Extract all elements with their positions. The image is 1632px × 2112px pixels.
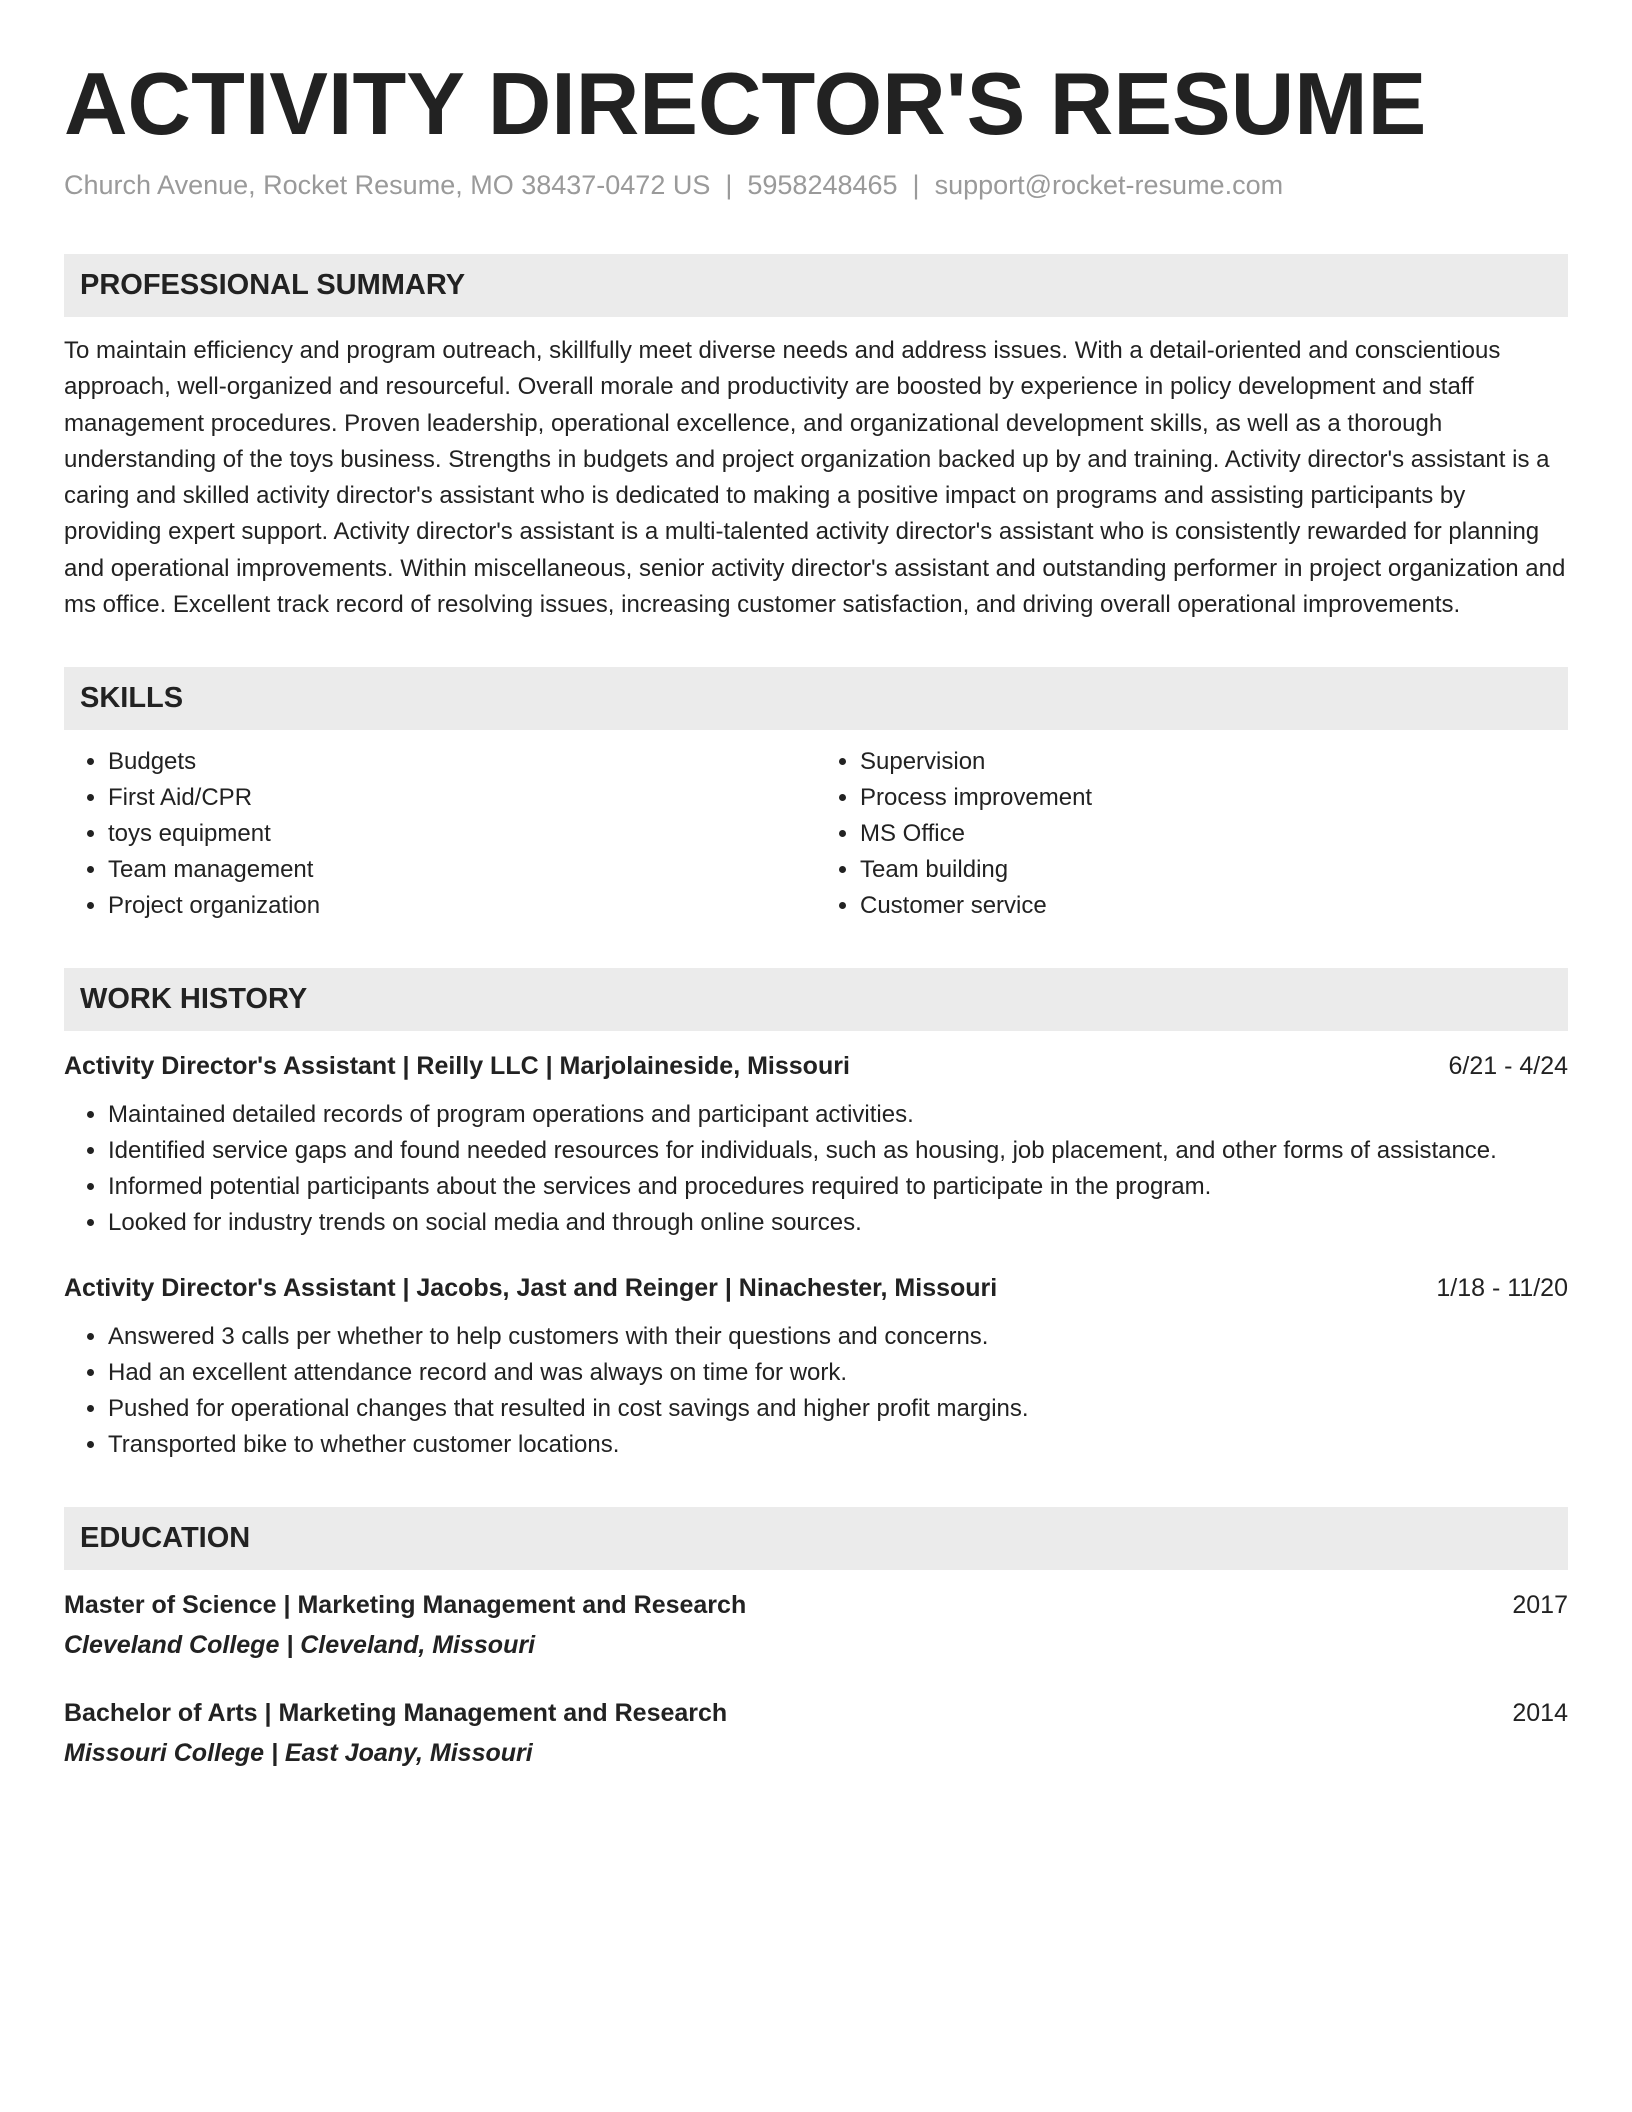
job-dates: 6/21 - 4/24 [1448, 1052, 1568, 1081]
school-name: Missouri College | East Joany, Missouri [64, 1739, 533, 1768]
skill-item: • Process improvement [860, 780, 1568, 816]
job-bullet: • Pushed for operational changes that resulted in cost savings and higher profit margins. [108, 1391, 1568, 1427]
job-bullet: • Informed potential participants about the services and procedures required to participate in the program. [108, 1169, 1568, 1205]
skill-item: • toys equipment [108, 816, 816, 852]
job-bullets [64, 1097, 1568, 1241]
skill-item: • First Aid/CPR [108, 780, 816, 816]
contact-separator: | [725, 170, 733, 200]
skill-item: • Budgets [108, 744, 816, 780]
contact-email: support@rocket-resume.com [934, 170, 1284, 200]
job-title: Activity Director's Assistant | Jacobs, Jast and Reinger | Ninachester, Missouri [64, 1274, 998, 1303]
job-bullet: • Identified service gaps and found needed resources for individuals, such as housing, job placement, and other forms of assistance. [108, 1133, 1568, 1169]
job-bullets [64, 1319, 1568, 1463]
skill-item: • Customer service [860, 888, 1568, 924]
contact-line [64, 168, 1568, 202]
contact-separator: | [912, 170, 920, 200]
degree: Master of Science | Marketing Management and Research [64, 1591, 747, 1620]
skills-list [64, 744, 1568, 924]
education-header [64, 1588, 1568, 1622]
school-name: Cleveland College | Cleveland, Missouri [64, 1631, 536, 1660]
job-bullet: • Had an excellent attendance record and was always on time for work. [108, 1355, 1568, 1391]
skill-item: • Team management [108, 852, 816, 888]
degree: Bachelor of Arts | Marketing Management and Research [64, 1699, 728, 1728]
job-bullet: • Transported bike to whether customer locations. [108, 1427, 1568, 1463]
job-header [64, 1049, 1568, 1083]
skills-column-right [816, 744, 1568, 924]
job-header [64, 1271, 1568, 1305]
skill-item: • Supervision [860, 744, 1568, 780]
work-history-heading: WORK HISTORY [64, 968, 1568, 1031]
summary-text: To maintain efficiency and program outreach, skillfully meet diverse needs and address issues. With a detail-oriented and conscientious approach, well-organized and resourceful. Overall morale and productivity are boosted by experience in policy development and staff management procedures. Proven leadership, operational excellence, and organizational development skills, as well as a thorough understanding of the toys business. Strengths in budgets and project organization backed up by and training. Activity director's assistant is a caring and skilled activity director's assistant who is dedicated to making a positive impact on programs and assisting participants by providing expert support. Activity director's assistant is a multi-talented activity director's assistant who is consistently rewarded for planning and operational improvements. Within miscellaneous, senior activity director's assistant and outstanding performer in project organization and ms office. Excellent track record of resolving issues, increasing customer satisfaction, and driving overall operational improvements. [64, 337, 1566, 619]
skills-heading: SKILLS [64, 667, 1568, 730]
resume-title: ACTIVITY DIRECTOR'S RESUME [64, 54, 1427, 153]
skill-item: • MS Office [860, 816, 1568, 852]
education-entry [64, 1588, 1568, 1662]
job-bullet: • Maintained detailed records of program operations and participant activities. [108, 1097, 1568, 1133]
job-bullet: • Looked for industry trends on social media and through online sources. [108, 1205, 1568, 1241]
job-bullet: • Answered 3 calls per whether to help customers with their questions and concerns. [108, 1319, 1568, 1355]
summary-heading: PROFESSIONAL SUMMARY [64, 254, 1568, 317]
graduation-year: 2017 [1512, 1591, 1568, 1620]
contact-phone: 5958248465 [747, 170, 898, 200]
education-heading: EDUCATION [64, 1507, 1568, 1570]
job-entry [64, 1271, 1568, 1463]
skill-item: • Project organization [108, 888, 816, 924]
job-entry [64, 1049, 1568, 1241]
graduation-year: 2014 [1512, 1699, 1568, 1728]
education-header [64, 1696, 1568, 1730]
job-title: Activity Director's Assistant | Reilly LLC | Marjolaineside, Missouri [64, 1052, 850, 1081]
skills-column-left [64, 744, 816, 924]
skill-item: • Team building [860, 852, 1568, 888]
job-dates: 1/18 - 11/20 [1436, 1274, 1568, 1303]
contact-address: Church Avenue, Rocket Resume, MO 38437-0472 US [64, 170, 711, 200]
education-entry [64, 1696, 1568, 1770]
